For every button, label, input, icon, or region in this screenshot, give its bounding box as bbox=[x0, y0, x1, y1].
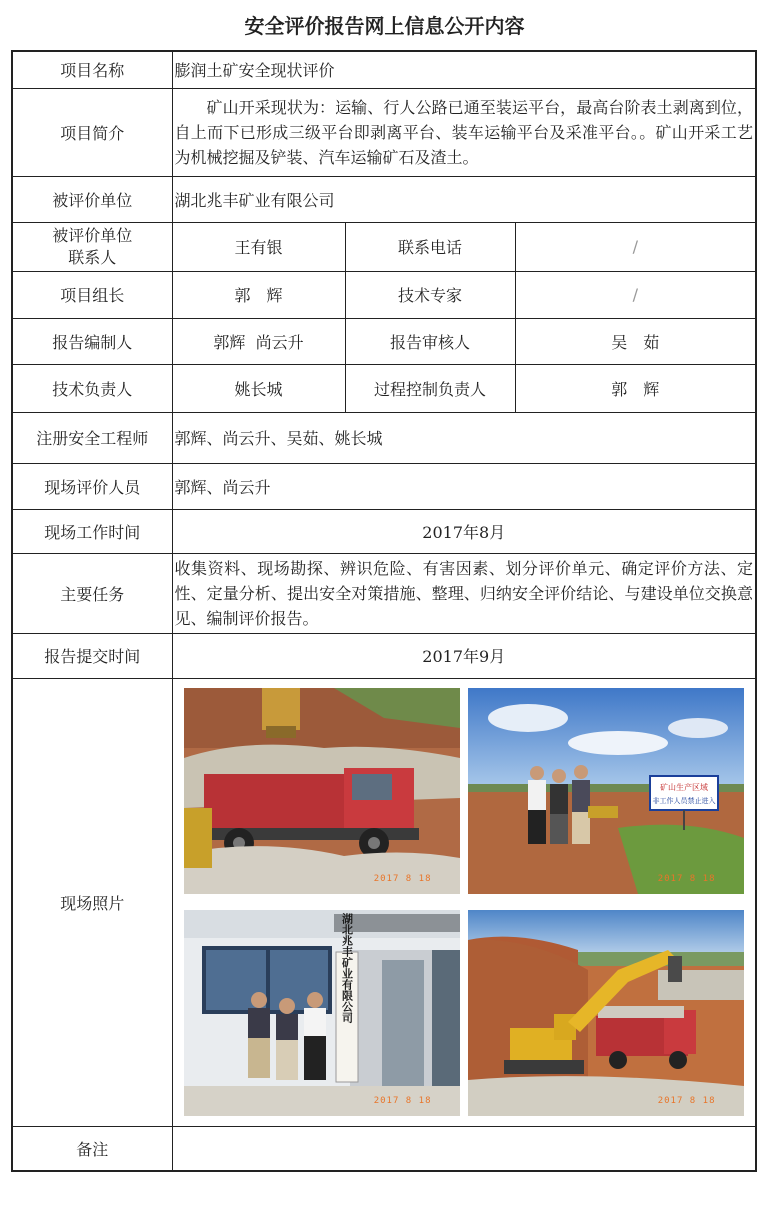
project-intro-value: 矿山开采现状为：运输、行人公路已通至装运平台，最高台阶表土剥离到位，自上而下已形成三级平台即剥离平台、装车运输平台及采准平台。。矿山开采工艺为机械挖掘及铲装、汽车运输矿石及渣土。 bbox=[172, 88, 756, 176]
contact-value: 王有银 bbox=[172, 222, 345, 271]
row-project-name bbox=[12, 51, 756, 88]
contact-label-line2: 联系人 bbox=[68, 247, 117, 267]
row-onsite-staff bbox=[12, 463, 756, 509]
row-contact bbox=[12, 222, 756, 271]
process-label: 过程控制负责人 bbox=[345, 364, 515, 412]
photo-date-stamp: 2017 8 18 bbox=[657, 1096, 716, 1106]
company-plaque: 湖北兆丰矿业有限公司 bbox=[340, 913, 353, 1023]
photo-date-stamp: 2017 8 18 bbox=[373, 874, 432, 884]
onsite-time-value: 2017年8月 bbox=[172, 509, 756, 553]
compiler-label: 报告编制人 bbox=[12, 318, 172, 364]
photo-date-stamp: 2017 8 18 bbox=[373, 1096, 432, 1106]
photo-company-office-image bbox=[184, 910, 460, 1116]
sign-line1: 矿山生产区域 bbox=[659, 783, 708, 792]
onsite-time-label: 现场工作时间 bbox=[12, 509, 172, 553]
page-title: 安全评价报告网上信息公开内容 bbox=[244, 14, 525, 38]
info-table bbox=[11, 50, 757, 1172]
photo-dump-truck-image bbox=[184, 688, 460, 894]
onsite-staff-label: 现场评价人员 bbox=[12, 463, 172, 509]
remarks-value bbox=[172, 1126, 756, 1171]
row-leader bbox=[12, 271, 756, 318]
compiler-value: 郭辉 尚云升 bbox=[172, 318, 345, 364]
contact-label bbox=[12, 222, 172, 271]
row-onsite-time bbox=[12, 509, 756, 553]
reviewer-label: 报告审核人 bbox=[345, 318, 515, 364]
evaluated-unit-value: 湖北兆丰矿业有限公司 bbox=[172, 176, 756, 222]
project-name-label: 项目名称 bbox=[12, 51, 172, 88]
onsite-staff-value: 郭辉、尚云升 bbox=[172, 463, 756, 509]
photo-company-office bbox=[184, 910, 460, 1116]
photos-label: 现场照片 bbox=[12, 678, 172, 1126]
main-tasks-label: 主要任务 bbox=[12, 553, 172, 633]
engineers-value: 郭辉、尚云升、吴茹、姚长城 bbox=[172, 412, 756, 463]
row-compiler bbox=[12, 318, 756, 364]
row-photos bbox=[12, 678, 756, 1126]
submit-time-label: 报告提交时间 bbox=[12, 633, 172, 678]
row-evaluated-unit bbox=[12, 176, 756, 222]
leader-value: 郭 辉 bbox=[172, 271, 345, 318]
remarks-label: 备注 bbox=[12, 1126, 172, 1171]
row-submit-time bbox=[12, 633, 756, 678]
submit-time-value: 2017年9月 bbox=[172, 633, 756, 678]
photo-dump-truck bbox=[184, 688, 460, 894]
contact-label-line1: 被评价单位 bbox=[52, 225, 133, 245]
tech-lead-value: 姚长城 bbox=[172, 364, 345, 412]
engineers-label: 注册安全工程师 bbox=[12, 412, 172, 463]
photo-grid bbox=[184, 688, 746, 1116]
phone-label: 联系电话 bbox=[345, 222, 515, 271]
photo-site-sign-image bbox=[468, 688, 744, 894]
leader-label: 项目组长 bbox=[12, 271, 172, 318]
reviewer-value: 吴 茹 bbox=[515, 318, 756, 364]
photo-excavator bbox=[468, 910, 744, 1116]
photo-date-stamp: 2017 8 18 bbox=[657, 874, 716, 884]
process-value: 郭 辉 bbox=[515, 364, 756, 412]
tech-lead-label: 技术负责人 bbox=[12, 364, 172, 412]
project-name-value: 膨润土矿安全现状评价 bbox=[172, 51, 756, 88]
sign-line2: 非工作人员禁止进入 bbox=[652, 797, 715, 805]
row-tech-lead bbox=[12, 364, 756, 412]
row-project-intro bbox=[12, 88, 756, 176]
expert-value: / bbox=[515, 271, 756, 318]
evaluated-unit-label: 被评价单位 bbox=[12, 176, 172, 222]
photo-excavator-image bbox=[468, 910, 744, 1116]
photo-site-sign bbox=[468, 688, 744, 894]
main-tasks-value: 收集资料、现场勘探、辨识危险、有害因素、划分评价单元、确定评价方法、定性、定量分析、提出安全对策措施、整理、归纳安全评价结论、与建设单位交换意见、编制评价报告。 bbox=[172, 553, 756, 633]
row-remarks bbox=[12, 1126, 756, 1171]
project-intro-label: 项目简介 bbox=[12, 88, 172, 176]
photos-cell bbox=[172, 678, 756, 1126]
expert-label: 技术专家 bbox=[345, 271, 515, 318]
row-engineers bbox=[12, 412, 756, 463]
row-main-tasks bbox=[12, 553, 756, 633]
phone-value: / bbox=[515, 222, 756, 271]
